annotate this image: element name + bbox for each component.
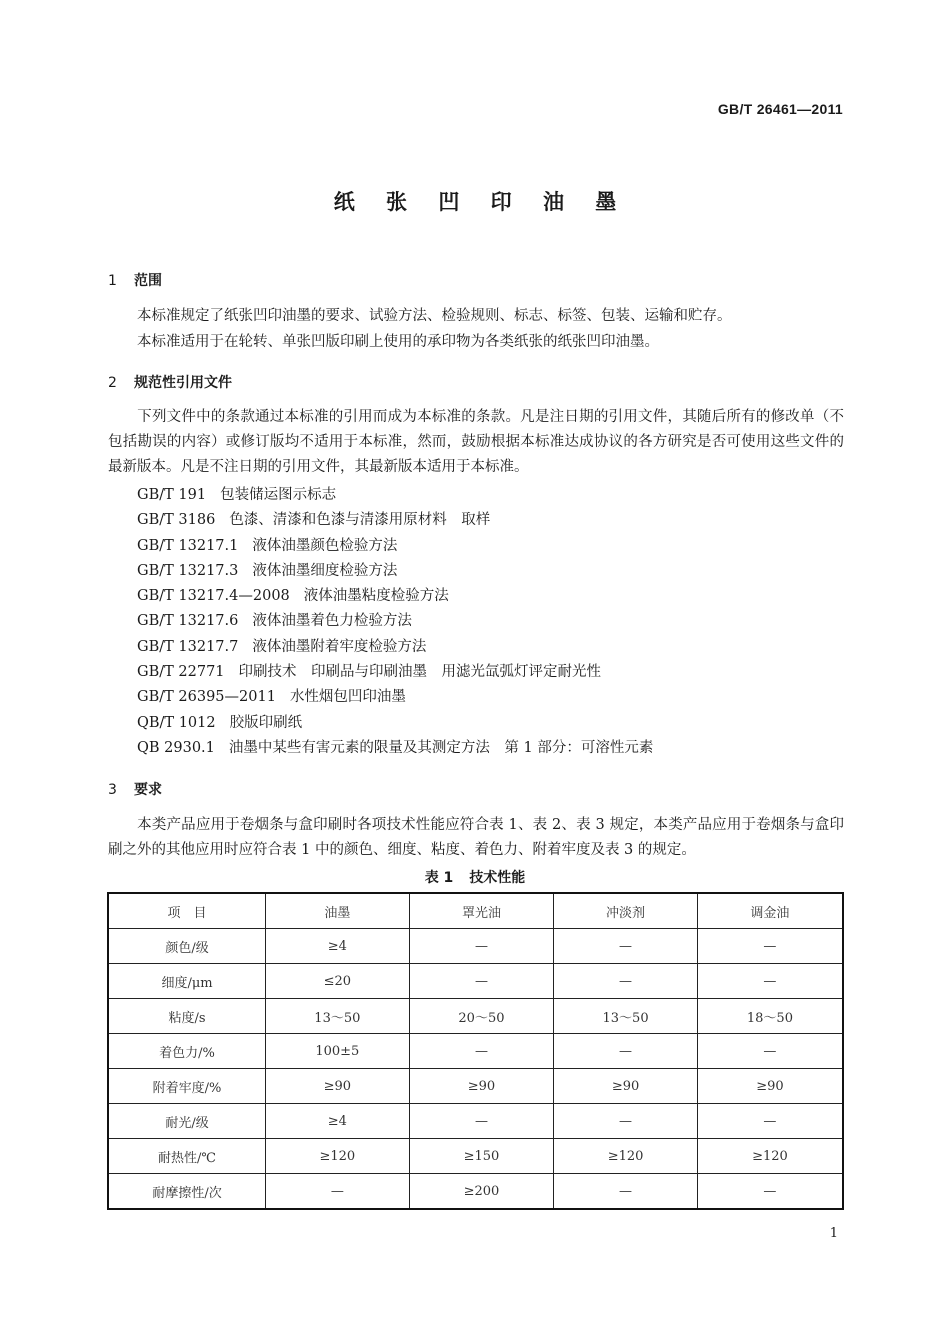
reference-code: GB/T 22771 [137,664,225,681]
reference-title: 胶版印刷纸 [229,714,303,731]
section-number: 2 [108,375,117,391]
reference-title: 水性烟包凹印油墨 [289,689,406,706]
reference-code: GB/T 13217.6 [137,613,239,630]
section-3-heading [108,779,162,799]
reference-item [137,635,653,660]
reference-title: 色漆、清漆和色漆与清漆用原材料 取样 [229,512,491,529]
reference-item [137,559,653,584]
reference-code: GB/T 26395—2011 [137,689,276,706]
table-cell: ≥120 [697,1139,843,1174]
section-1-heading [108,270,162,290]
table-cell: ≥90 [266,1069,410,1104]
reference-item [137,508,653,533]
table-row [108,1174,843,1210]
table-cell: ≥90 [409,1069,554,1104]
table-cell: 着色力/% [108,1034,266,1069]
reference-item [137,660,653,685]
table-cell: ≥90 [554,1069,698,1104]
reference-title: 液体油墨附着牢度检验方法 [252,638,427,655]
table-cell: — [554,929,698,964]
table-caption [0,867,950,887]
reference-item [137,534,653,559]
table-cell: — [697,1034,843,1069]
section-title: 范围 [134,273,162,289]
table-cell: 20～50 [409,999,554,1034]
header-cell: 罩光油 [409,893,554,929]
reference-code: QB/T 1012 [137,714,216,731]
table-cell: — [697,964,843,999]
paragraph-text: 本类产品应用于卷烟条与盒印刷时各项技术性能应符合表 1、表 2、表 3 规定，本类产品应用于卷烟条与盒印刷之外的其他应用时应符合表 1 中的颜色、细度、粘度、着色力、附着牢度及表 3 的规定。 [108,817,844,858]
reference-title: 液体油墨颜色检验方法 [252,537,398,554]
table-cell: — [266,1174,410,1210]
paragraph-text: 本标准规定了纸张凹印油墨的要求、试验方法、检验规则、标志、标签、包装、运输和贮存。 [137,308,732,324]
table-cell: 耐热性/℃ [108,1139,266,1174]
table-row [108,1034,843,1069]
table-row [108,929,843,964]
table-cell: 粘度/s [108,999,266,1034]
header-cell: 项 目 [108,893,266,929]
table-row [108,964,843,999]
table-title: 技术性能 [469,870,526,886]
table-cell: ≥120 [266,1139,410,1174]
section-title: 规范性引用文件 [134,375,232,391]
section-3-paragraph [108,813,844,863]
section-title: 要求 [134,782,162,798]
reference-code: GB/T 13217.7 [137,638,239,655]
table-cell: — [409,1034,554,1069]
table-cell: ≥4 [266,929,410,964]
page-number: 1 [829,1226,838,1241]
reference-title: 印刷技术 印刷品与印刷油墨 用滤光氙弧灯评定耐光性 [238,664,602,681]
table-cell: 耐摩擦性/次 [108,1174,266,1210]
reference-title: 液体油墨着色力检验方法 [252,613,412,630]
reference-title: 液体油墨细度检验方法 [252,562,398,579]
table-cell: ≥200 [409,1174,554,1210]
table-row [108,999,843,1034]
reference-item [137,685,653,710]
reference-code: GB/T 13217.1 [137,537,239,554]
table-cell: 细度/μm [108,964,266,999]
table-cell: — [409,964,554,999]
table-cell: 13～50 [554,999,698,1034]
paragraph-text: 本标准适用于在轮转、单张凹版印刷上使用的承印物为各类纸张的纸张凹印油墨。 [137,334,659,350]
table-cell: ≥120 [554,1139,698,1174]
table-cell: — [554,1034,698,1069]
table-header-row [108,893,843,929]
table-cell: — [697,1174,843,1210]
section-1-paragraph-1 [108,304,844,329]
table-cell: — [554,964,698,999]
table-cell: 100±5 [266,1034,410,1069]
reference-code: QB 2930.1 [137,739,215,756]
reference-title: 液体油墨粘度检验方法 [303,588,449,605]
reference-code: GB/T 13217.4—2008 [137,588,290,605]
reference-item [137,609,653,634]
table-cell: — [554,1174,698,1210]
table-cell: — [697,1104,843,1139]
reference-code: GB/T 3186 [137,512,216,529]
reference-code: GB/T 191 [137,487,207,503]
reference-title: 包装储运图示标志 [220,487,337,503]
section-1-paragraph-2 [108,330,844,355]
table-row [108,1139,843,1174]
table-number: 表 1 [424,870,454,886]
reference-title: 油墨中某些有害元素的限量及其测定方法 第 1 部分：可溶性元素 [228,739,654,756]
section-number: 3 [108,782,117,798]
table-cell: 颜色/级 [108,929,266,964]
table-cell: ≥90 [697,1069,843,1104]
reference-list [137,483,653,761]
header-cell: 冲淡剂 [554,893,698,929]
table-cell: 13～50 [266,999,410,1034]
section-number: 1 [108,273,117,289]
table-cell: — [409,929,554,964]
table-cell: ≥4 [266,1104,410,1139]
table-cell: — [409,1104,554,1139]
reference-item [137,483,653,508]
header-cell: 调金油 [697,893,843,929]
reference-item [137,584,653,609]
table-cell: — [554,1104,698,1139]
table-row [108,1069,843,1104]
document-title: 纸 张 凹 印 油 墨 [333,190,629,214]
header-cell: 油墨 [266,893,410,929]
standard-number: GB/T 26461—2011 [717,101,843,117]
section-2-intro [108,405,844,480]
table-cell: 附着牢度/% [108,1069,266,1104]
reference-item [137,736,653,761]
table-cell: ≥150 [409,1139,554,1174]
reference-item [137,711,653,736]
table-cell: — [697,929,843,964]
table-cell: 耐光/级 [108,1104,266,1139]
table-cell: ≤20 [266,964,410,999]
paragraph-text: 下列文件中的条款通过本标准的引用而成为本标准的条款。凡是注日期的引用文件，其随后所有的修改单（不包括勘误的内容）或修订版均不适用于本标准，然而，鼓励根据本标准达成协议的各方研究是否可使用这些文件的最新版本。凡是不注日期的引用文件，其最新版本适用于本标准。 [108,409,844,475]
table-cell: 18～50 [697,999,843,1034]
reference-code: GB/T 13217.3 [137,562,239,579]
section-2-heading [108,372,232,392]
table-row [108,1104,843,1139]
technical-performance-table [107,892,844,1210]
